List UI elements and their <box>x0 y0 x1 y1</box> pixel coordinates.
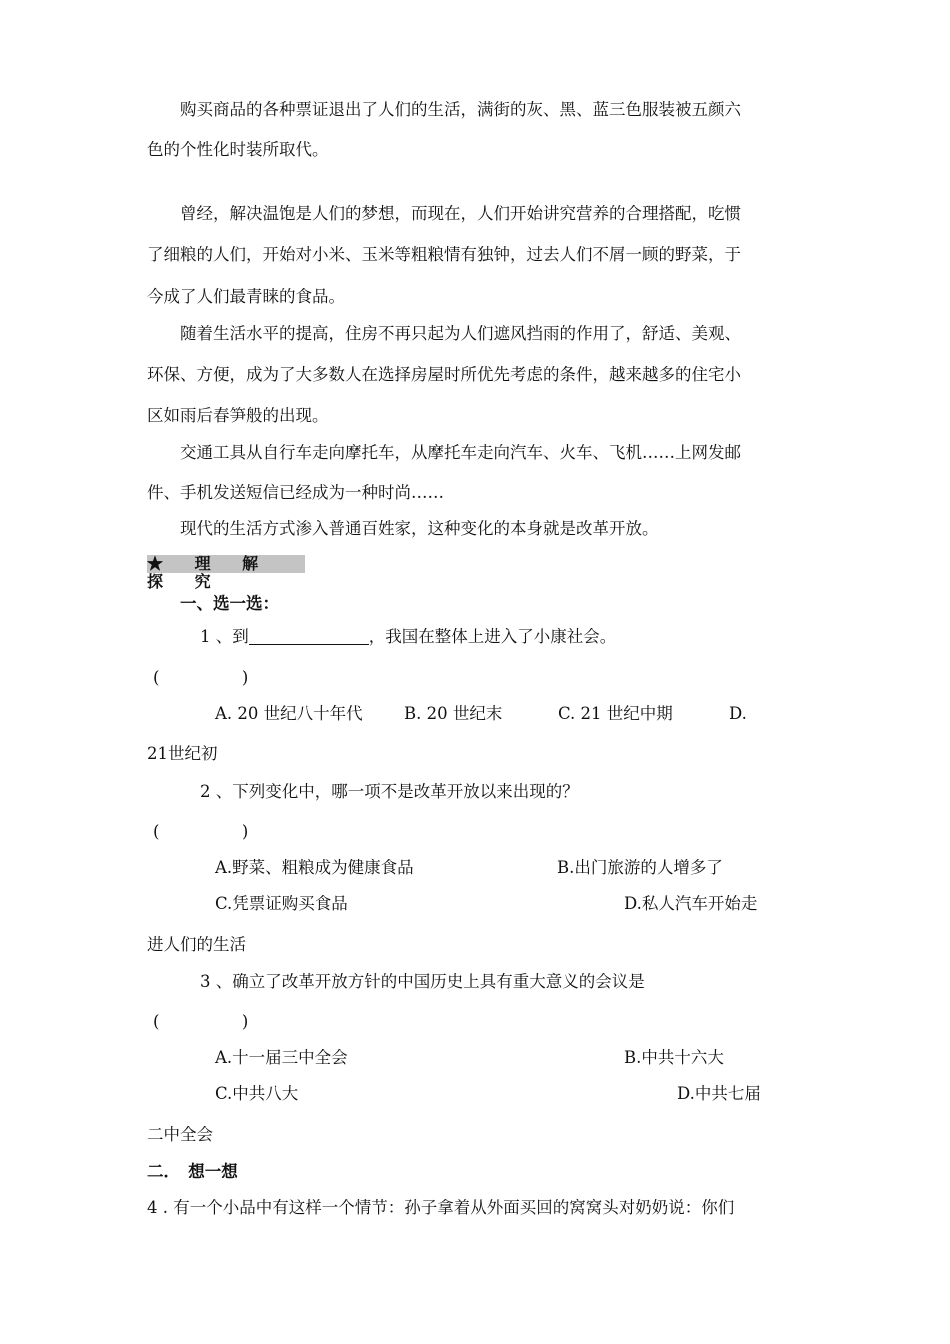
paragraph-5-line-1: 现代的生活方式渗入普通百姓家，这种变化的本身就是改革开放。 <box>180 519 659 538</box>
paragraph-2-line-1: 曾经，解决温饱是人们的梦想，而现在，人们开始讲究营养的合理搭配，吃惯 <box>180 204 741 223</box>
question-3-option-d-continued: 二中全会 <box>147 1125 213 1144</box>
paragraph-4-line-1: 交通工具从自行车走向摩托车，从摩托车走向汽车、火车、飞机……上网发邮 <box>180 443 741 462</box>
paragraph-3-line-1: 随着生活水平的提高，住房不再只起为人们遮风挡雨的作用了，舒适、美观、 <box>180 324 741 343</box>
question-2: 2 、下列变化中，哪一项不是改革开放以来出现的？ <box>200 782 579 801</box>
paragraph-1-line-2: 色的个性化时装所取代。 <box>147 140 329 159</box>
question-1-option-d[interactable]: D. <box>729 704 747 723</box>
paragraph-4-line-2: 件、手机发送短信已经成为一种时尚…… <box>147 483 444 502</box>
question-3: 3 、确立了改革开放方针的中国历史上具有重大意义的会议是 <box>200 972 645 991</box>
question-2-option-d[interactable]: D.私人汽车开始走 <box>624 894 758 913</box>
question-1-option-b[interactable]: B. 20 世纪末 <box>404 704 503 723</box>
question-3-option-a[interactable]: A.十一届三中全会 <box>215 1048 348 1067</box>
paragraph-3-line-3: 区如雨后春笋般的出现。 <box>147 406 329 425</box>
question-2-option-b[interactable]: B.出门旅游的人增多了 <box>557 858 723 877</box>
part2-heading: 二． 想一想 <box>147 1162 238 1181</box>
paragraph-2-line-3: 今成了人们最青睐的食品。 <box>147 287 345 306</box>
paragraph-1-line-1: 购买商品的各种票证退出了人们的生活，满街的灰、黑、蓝三色服装被五颜六 <box>180 100 741 119</box>
question-3-option-c[interactable]: C.中共八大 <box>215 1084 299 1103</box>
paragraph-3-line-2: 环保、方便，成为了大多数人在选择房屋时所优先考虑的条件，越来越多的住宅小 <box>147 365 741 384</box>
question-4: 4 . 有一个小品中有这样一个情节：孙子拿着从外面买回的窝窝头对奶奶说：你们 <box>147 1198 735 1217</box>
question-3-option-d[interactable]: D.中共七届 <box>677 1084 761 1103</box>
question-2-option-c[interactable]: C.凭票证购买食品 <box>215 894 348 913</box>
section-title-bar <box>147 554 305 591</box>
question-3-answer-paren[interactable]: ( ) <box>153 1012 249 1031</box>
question-1-option-c[interactable]: C. 21 世纪中期 <box>558 704 673 723</box>
question-1-option-d-continued: 21世纪初 <box>147 744 218 763</box>
question-1-option-a[interactable]: A. 20 世纪八十年代 <box>215 704 363 723</box>
part1-heading: 一、选一选： <box>180 594 279 613</box>
question-1 <box>200 627 616 647</box>
section-title: ★ 理 解 探 究 <box>147 554 272 591</box>
question-1-prefix: 1 、到 <box>200 627 249 646</box>
question-2-option-d-continued: 进人们的生活 <box>147 935 246 954</box>
question-1-blank[interactable] <box>249 628 369 645</box>
question-1-suffix: ，我国在整体上进入了小康社会。 <box>368 627 617 646</box>
question-2-option-a[interactable]: A.野菜、粗粮成为健康食品 <box>215 858 414 877</box>
question-2-answer-paren[interactable]: ( ) <box>153 822 249 841</box>
paragraph-2-line-2: 了细粮的人们，开始对小米、玉米等粗粮情有独钟，过去人们不屑一顾的野菜，于 <box>147 245 741 264</box>
question-3-option-b[interactable]: B.中共十六大 <box>624 1048 724 1067</box>
question-1-answer-paren[interactable]: ( ) <box>153 668 249 687</box>
